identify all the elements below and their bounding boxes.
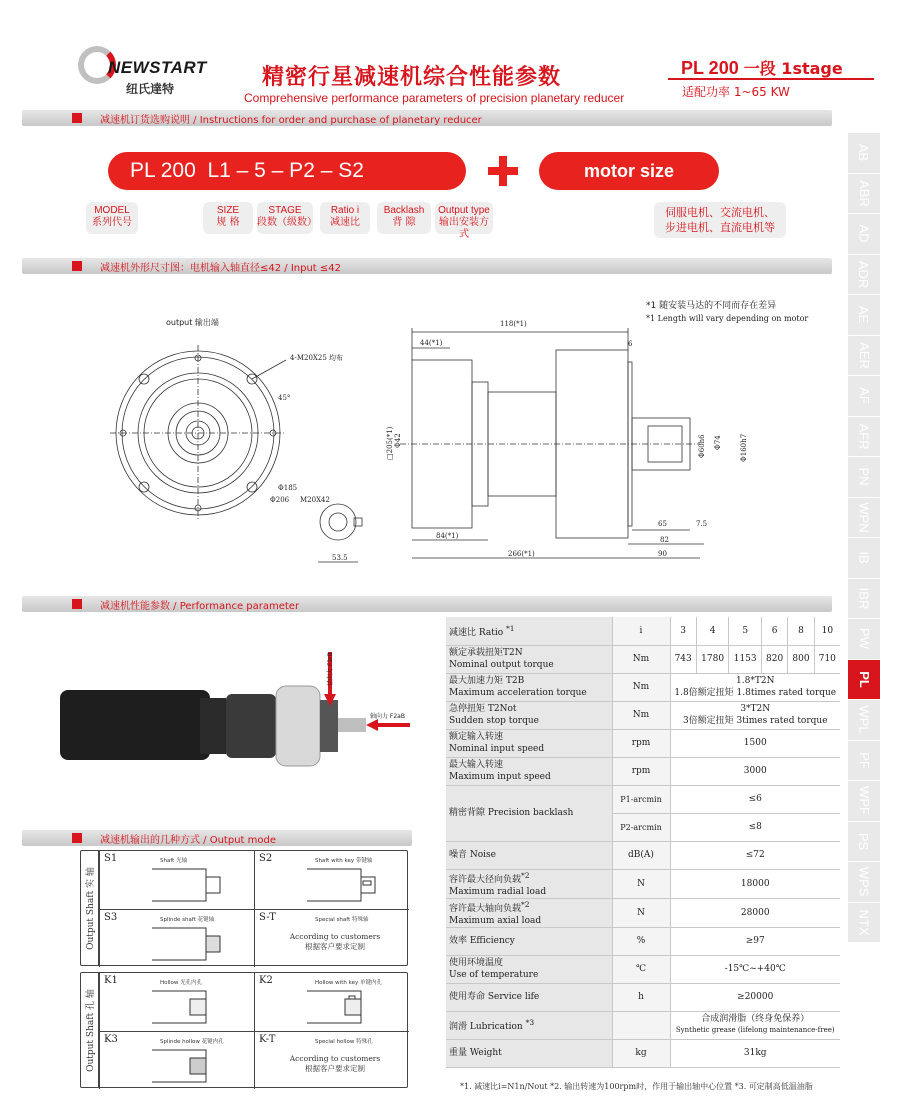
- series-tab-label: AF: [856, 387, 872, 405]
- tag-size-en: SIZE: [216, 205, 240, 216]
- table-row: [446, 983, 840, 1011]
- shaft-drawing: [150, 865, 240, 905]
- output-group-hollow: [80, 972, 408, 1088]
- dimension-drawing: [100, 300, 800, 580]
- series-tab-label: WPN: [856, 502, 872, 533]
- series-tab-label: NTX: [856, 909, 872, 936]
- output-item-k2: K2 Hollow with key 单键内孔: [254, 973, 409, 1031]
- row-name: 额定承载扭矩T2N Nominal output torque: [446, 645, 612, 673]
- table-row: [446, 955, 840, 983]
- series-tab-label: PF: [856, 751, 872, 769]
- series-tab-abr[interactable]: [848, 174, 880, 215]
- series-tab-strip: [848, 133, 880, 943]
- tag-output-type: [435, 202, 493, 240]
- tag-ratio: [320, 202, 370, 234]
- model-heading: [681, 56, 843, 79]
- series-tab-aer[interactable]: [848, 336, 880, 377]
- series-tab-pn[interactable]: [848, 457, 880, 498]
- dim-len53: 53.5: [332, 554, 348, 562]
- dim-d4: Φ60h6: [698, 434, 706, 458]
- output-group-shaft: [80, 850, 408, 966]
- row-unit: Nm: [612, 701, 670, 729]
- model-underline: [668, 78, 874, 80]
- tag-backlash-cn: 背 隙: [392, 217, 416, 228]
- series-tab-ps[interactable]: [848, 822, 880, 863]
- row-value: 合成润滑脂（终身免保养） Synthetic grease (lifelong maintenance-free): [670, 1011, 840, 1039]
- series-tab-label: PL: [856, 670, 872, 688]
- dim-d5: Φ74: [714, 435, 722, 450]
- tag-backlash: [377, 202, 431, 234]
- dim-top44: 44(*1): [420, 339, 443, 347]
- tag-motor-types: [654, 202, 786, 238]
- row-name: 额定输入转速 Nominal input speed: [446, 729, 612, 757]
- page-subtitle: Comprehensive performance parameters of precision planetary reducer: [244, 91, 625, 105]
- page-title: 精密行星减速机综合性能参数: [262, 65, 562, 90]
- series-tab-pw[interactable]: [848, 619, 880, 660]
- keyed-hollow-drawing: [305, 987, 395, 1027]
- torque-value: 710: [814, 645, 840, 673]
- series-tab-ab[interactable]: [848, 133, 880, 174]
- series-tab-ibr[interactable]: [848, 579, 880, 620]
- output-item-kt: K-T Special hollow 特殊孔 According to customers 根据客户要求定制: [254, 1031, 409, 1089]
- torque-value: 1780: [696, 645, 729, 673]
- output-mode-table: [80, 850, 408, 1094]
- section-title-output-mode: 减速机输出的几种方式 / Output mode: [100, 835, 277, 846]
- dim-top118: 118(*1): [500, 320, 527, 328]
- table-row: [446, 729, 840, 757]
- ratio-value: 8: [788, 617, 814, 645]
- dim-key: M20X42: [300, 496, 330, 504]
- series-tab-adr[interactable]: [848, 255, 880, 296]
- row-value: 1500: [670, 729, 840, 757]
- ratio-value: 6: [761, 617, 787, 645]
- motor-size-pill: motor size: [539, 152, 719, 190]
- row-unit: ℃: [612, 955, 670, 983]
- row-name: 润滑 Lubrication $^{*3}$: [446, 1011, 612, 1039]
- row-unit: Nm: [612, 645, 670, 673]
- table-row: [446, 927, 840, 955]
- ratio-value: 10: [814, 617, 840, 645]
- drawing-note-cn: *1 随安装马达的不同而存在差异: [646, 301, 777, 311]
- series-tab-label: AER: [856, 341, 872, 369]
- series-tab-label: WPL: [856, 705, 872, 734]
- output-item-s2: S2 Shaft with key 带键轴: [254, 851, 409, 909]
- table-row: [446, 617, 840, 645]
- row-unit: P2-arcmin: [612, 813, 670, 841]
- tag-model-cn: 系列代号: [92, 217, 132, 228]
- row-unit: rpm: [612, 757, 670, 785]
- table-row: [446, 1039, 840, 1067]
- section-bar-performance: [22, 596, 832, 612]
- row-value: 3000: [670, 757, 840, 785]
- dim-d6: Φ160h7: [740, 433, 748, 462]
- section-title-dimensions: 减速机外形尺寸图：电机输入轴直径≤42 / Input ≤42: [100, 263, 342, 274]
- output-item-s3: S3 Splinde shaft 花键轴: [99, 909, 254, 967]
- row-unit: P1-arcmin: [612, 785, 670, 813]
- tag-output-en: Output type: [438, 205, 490, 216]
- plus-icon: [488, 156, 518, 186]
- series-tab-wpl[interactable]: [848, 700, 880, 741]
- radial-force-label: 径向力 F2rB: [327, 652, 334, 686]
- dim-angle: 45°: [278, 394, 291, 402]
- series-tab-label: AFR: [856, 423, 872, 450]
- dim-l82: 82: [660, 536, 669, 544]
- series-tab-label: PN: [856, 467, 872, 486]
- series-tab-label: WPS: [856, 866, 872, 897]
- series-tab-wpn[interactable]: [848, 498, 880, 539]
- row-name: 容许最大径向负载$^{*2}$ Maximum radial load: [446, 869, 612, 898]
- ratio-value: 4: [696, 617, 729, 645]
- performance-footnote: *1. 减速比i=N1n/Nout *2. 输出转速为100rpm时，作用于输出轴中心位置 *3. 可定制高低温油脂: [460, 1082, 813, 1091]
- section-bar-output-mode: [22, 830, 412, 846]
- dim-d3: Φ42: [394, 433, 402, 448]
- table-row: [446, 757, 840, 785]
- row-unit: h: [612, 983, 670, 1011]
- section-marker: [72, 833, 82, 843]
- section-marker: [72, 113, 82, 123]
- row-unit: N: [612, 898, 670, 927]
- row-name: 最大输入转速 Maximum input speed: [446, 757, 612, 785]
- output-item-k1: K1 Hollow 光孔内孔: [99, 973, 254, 1031]
- ratio-header: 减速比 Ratio $^{*1}$: [446, 617, 612, 645]
- dim-l75: 7.5: [696, 520, 708, 528]
- series-tab-pl[interactable]: [848, 660, 880, 701]
- tag-ratio-cn: 减速比: [330, 217, 360, 228]
- output-item-s1: S1 Shaft 光轴: [99, 851, 254, 909]
- row-name: 容许最大轴向负载$^{*2}$ Maximum axial load: [446, 898, 612, 927]
- output-label: output 输出端: [166, 318, 219, 327]
- group-label: Output Shaft 孔 轴: [81, 973, 99, 1087]
- ratio-value: 3: [670, 617, 696, 645]
- table-row: [446, 1011, 840, 1039]
- series-tab-label: IB: [856, 551, 872, 564]
- series-tab-ad[interactable]: [848, 214, 880, 255]
- row-name: 噪音 Noise: [446, 841, 612, 869]
- output-item-k3: K3 Splinde hollow 花键内孔: [99, 1031, 254, 1089]
- series-tab-label: WPF: [856, 786, 872, 816]
- row-name: 效率 Efficiency: [446, 927, 612, 955]
- row-unit: rpm: [612, 729, 670, 757]
- dim-six: 6: [628, 340, 633, 348]
- series-tab-label: AE: [856, 306, 872, 324]
- row-unit: %: [612, 927, 670, 955]
- series-tab-label: AD: [856, 224, 872, 243]
- series-tab-afr[interactable]: [848, 417, 880, 458]
- series-tab-ntx[interactable]: [848, 903, 880, 944]
- section-bar-dimensions: [22, 258, 832, 274]
- tag-backlash-en: Backlash: [383, 205, 425, 216]
- group-label: Output Shaft 实 轴: [81, 851, 99, 965]
- tag-stage: [257, 202, 317, 234]
- tag-ratio-en: Ratio i: [330, 205, 360, 216]
- torque-value: 743: [670, 645, 696, 673]
- hollow-drawing: [150, 987, 240, 1027]
- drawing-note-en: *1 Length will vary depending on motor: [646, 314, 809, 323]
- row-name: 重量 Weight: [446, 1039, 612, 1067]
- series-tab-label: IBR: [856, 587, 872, 610]
- performance-table: [446, 617, 840, 1068]
- row-unit: N: [612, 869, 670, 898]
- series-tab-label: PW: [856, 628, 872, 650]
- spline-shaft-drawing: [150, 924, 240, 964]
- row-name: 精密背隙 Precision backlash: [446, 785, 612, 841]
- tag-model-en: MODEL: [94, 205, 130, 216]
- series-tab-wpf[interactable]: [848, 781, 880, 822]
- row-value: 18000: [670, 869, 840, 898]
- table-row: [446, 701, 840, 729]
- section-marker: [72, 599, 82, 609]
- axial-force-label: 轴向力 F2aB: [370, 713, 405, 720]
- row-unit: [612, 1011, 670, 1039]
- series-tab-wps[interactable]: [848, 862, 880, 903]
- row-name: 急停扭矩 T2Not Sudden stop torque: [446, 701, 612, 729]
- tag-motor-line2: 步进电机、直流电机等: [665, 221, 775, 234]
- model-power: 适配功率 1~65 KW: [682, 85, 790, 99]
- series-tab-label: PS: [856, 832, 872, 850]
- table-row: [446, 898, 840, 927]
- row-unit: kg: [612, 1039, 670, 1067]
- dim-sq: □205(*1): [386, 426, 394, 460]
- row-value: 28000: [670, 898, 840, 927]
- dim-l84: 84(*1): [436, 532, 459, 540]
- dim-l266: 266(*1): [508, 550, 535, 558]
- row-value: 31kg: [670, 1039, 840, 1067]
- table-row: [446, 841, 840, 869]
- ratio-unit: i: [612, 617, 670, 645]
- tag-stage-en: STAGE: [268, 205, 302, 216]
- tag-model: [86, 202, 138, 234]
- series-tab-label: AB: [856, 144, 872, 162]
- row-value: ≤6: [670, 785, 840, 813]
- ratio-value: 5: [729, 617, 762, 645]
- series-tab-af[interactable]: [848, 376, 880, 417]
- row-value: ≥97: [670, 927, 840, 955]
- torque-value: 820: [761, 645, 787, 673]
- series-tab-pf[interactable]: [848, 741, 880, 782]
- dim-d2: Φ206: [270, 496, 290, 504]
- row-value: ≤72: [670, 841, 840, 869]
- dim-l65: 65: [658, 520, 667, 528]
- row-value: ≥20000: [670, 983, 840, 1011]
- series-tab-label: ADR: [856, 260, 872, 288]
- tag-size-cn: 规 格: [216, 217, 240, 228]
- row-value: -15℃~+40℃: [670, 955, 840, 983]
- table-row: [446, 869, 840, 898]
- tag-motor-line1: 伺服电机、交流电机、: [665, 206, 775, 219]
- dim-holes: 4-M20X25 均布: [290, 354, 344, 362]
- spline-hollow-drawing: [150, 1046, 240, 1086]
- row-unit: dB(A): [612, 841, 670, 869]
- row-value: ≤8: [670, 813, 840, 841]
- product-photo: [30, 640, 430, 790]
- tag-size: [203, 202, 253, 234]
- dim-l90: 90: [658, 550, 667, 558]
- keyed-shaft-drawing: [305, 865, 395, 905]
- dim-d1: Φ185: [278, 484, 298, 492]
- order-code-pill: PL 200 L1 – 5 – P2 – S2: [108, 152, 466, 190]
- torque-value: 1153: [729, 645, 762, 673]
- section-title-performance: 减速机性能参数 / Performance parameter: [100, 601, 300, 612]
- series-tab-label: ABR: [856, 179, 872, 207]
- row-value: 1.8*T2N 1.8倍额定扭矩 1.8times rated torque: [670, 673, 840, 701]
- row-name: 最大加速力矩 T2B Maximum acceleration torque: [446, 673, 612, 701]
- tag-stage-cn: 段数（级数）: [257, 217, 317, 228]
- series-tab-ae[interactable]: [848, 295, 880, 336]
- model-code: PL 200: [681, 58, 739, 78]
- table-row: [446, 673, 840, 701]
- section-title-order: 减速机订货选购说明 / Instructions for order and purchase of planetary reducer: [100, 115, 482, 126]
- series-tab-ib[interactable]: [848, 538, 880, 579]
- output-item-st: S-T Special shaft 特殊轴 According to customers 根据客户要求定制: [254, 909, 409, 967]
- brand-logo-text: NEWSTART: [108, 58, 207, 77]
- brand-logo-subtext: 纽氏達特: [126, 82, 175, 96]
- row-name: 使用环境温度 Use of temperature: [446, 955, 612, 983]
- row-unit: Nm: [612, 673, 670, 701]
- row-value: 3*T2N 3倍额定扭矩 3times rated torque: [670, 701, 840, 729]
- torque-value: 800: [788, 645, 814, 673]
- table-row: [446, 785, 840, 813]
- table-row: [446, 645, 840, 673]
- section-bar-order: [22, 110, 832, 126]
- row-name: 使用寿命 Service life: [446, 983, 612, 1011]
- tag-output-cn: 输出安装方式: [439, 217, 489, 240]
- section-marker: [72, 261, 82, 271]
- model-stage: 一段 1stage: [743, 59, 843, 78]
